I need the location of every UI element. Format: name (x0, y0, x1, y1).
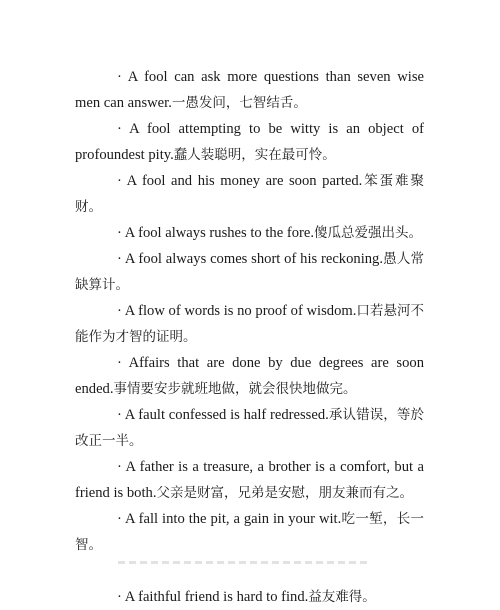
proverb-chinese: 口若悬河不能作为才智的证明。 (75, 303, 425, 345)
proverb-entry (75, 506, 424, 558)
proverb-entry (75, 402, 424, 454)
proverb-entry (75, 64, 424, 116)
proverb-english: · A fool and his money are soon parted. (117, 173, 363, 189)
proverb-chinese: 承认错误，等於改正一半。 (75, 407, 425, 449)
proverb-chinese: 父亲是财富，兄弟是安慰，朋友兼而有之。 (156, 485, 413, 501)
proverb-chinese: 益友难得。 (308, 589, 376, 605)
proverb-chinese: 傻瓜总爱强出头。 (313, 225, 422, 241)
proverb-entry (75, 454, 424, 506)
proverb-entry (75, 298, 424, 350)
proverb-english: · A faithful friend is hard to find. (117, 589, 309, 605)
proverb-english: · Affairs that are done by due degrees are soon ended. (75, 355, 424, 397)
proverb-entry (75, 220, 424, 246)
proverb-chinese: 愚人常缺算计。 (75, 251, 424, 293)
proverb-english: · A fool can ask more questions than seven wise men can answer. (75, 69, 424, 111)
document-body (75, 64, 424, 610)
proverb-english: · A fault confessed is half redressed. (117, 407, 329, 423)
proverb-english: · A fool attempting to be witty is an object of profoundest pity. (75, 121, 424, 163)
proverb-english: · A fool always comes short of his reckoning. (117, 251, 383, 267)
proverb-chinese: 事情要安步就班地做，就会很快地做完。 (113, 381, 357, 397)
proverb-entry (75, 168, 424, 220)
proverb-english: · A fall into the pit, a gain in your wit. (117, 511, 342, 527)
proverb-entry (75, 350, 424, 402)
proverb-english: · A father is a treasure, a brother is a comfort, but a friend is both. (75, 459, 424, 501)
proverb-chinese: 蠢人装聪明，实在最可怜。 (173, 147, 336, 163)
proverb-chinese: 笨蛋难聚财。 (75, 173, 424, 215)
proverb-chinese: 吃一堑，长一智。 (75, 511, 425, 553)
proverb-entry (75, 584, 424, 610)
proverb-english: · A flow of words is no proof of wisdom. (117, 303, 357, 319)
proverb-english: · A fool always rushes to the fore. (117, 225, 314, 241)
next-line-cutoff (118, 557, 368, 566)
proverb-chinese: 一愚发问，七智结舌。 (171, 95, 307, 111)
proverb-entry (75, 116, 424, 168)
proverb-entry (75, 246, 424, 298)
